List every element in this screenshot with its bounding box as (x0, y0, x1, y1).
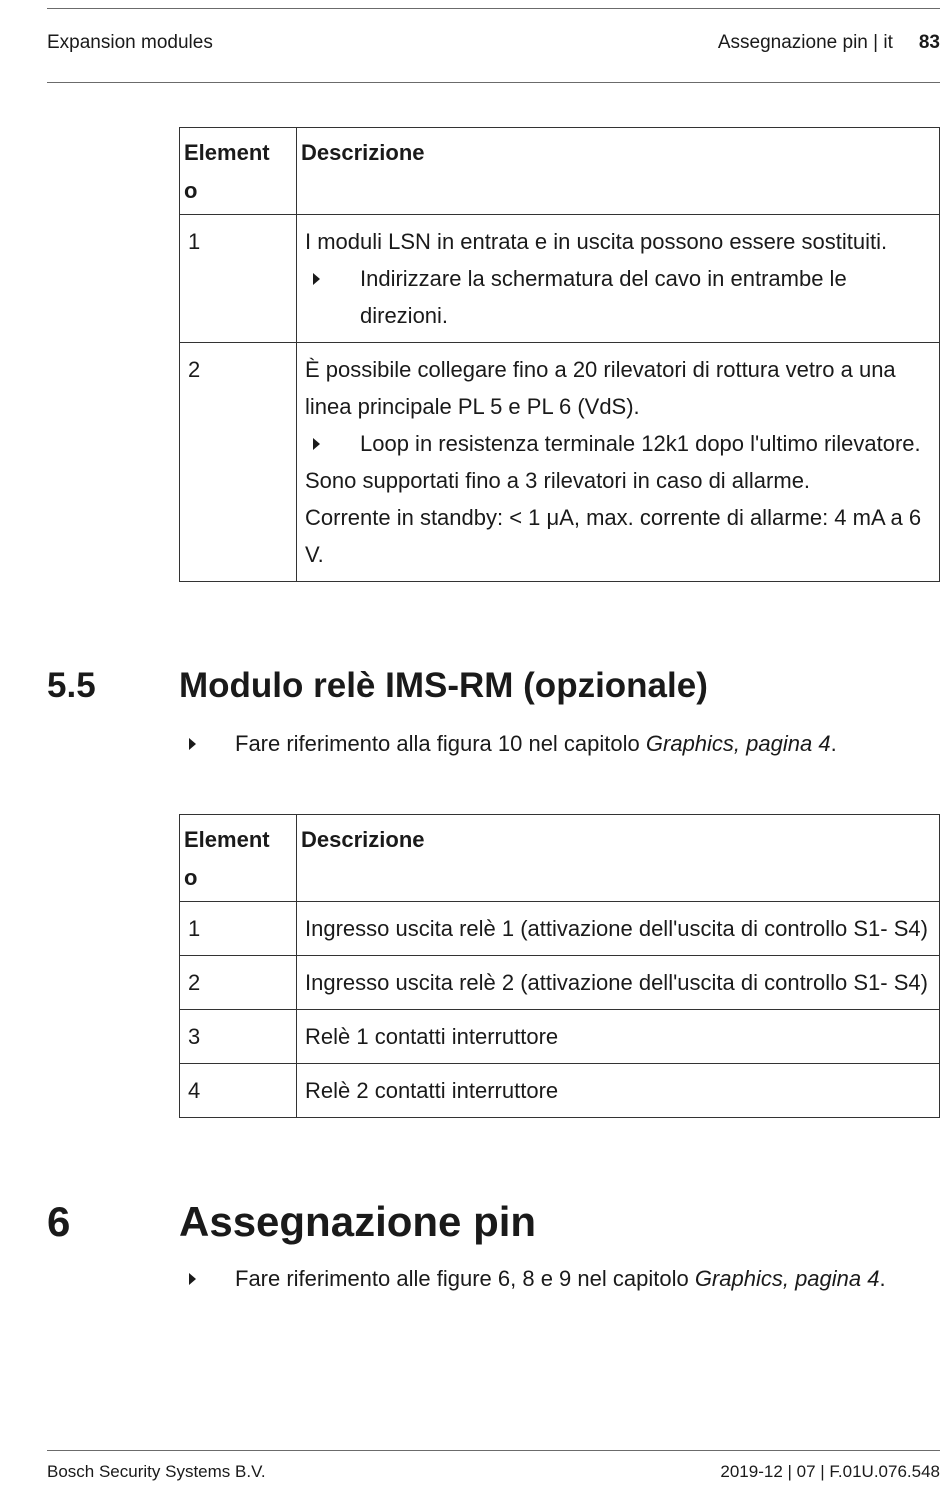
instruction-text: Fare riferimento alla figura 10 nel capitolo (235, 731, 646, 756)
col-header-element: Element o (180, 128, 297, 215)
description-note: Sono supportati fino a 3 rilevatori in caso di allarme. (305, 468, 811, 493)
chapter-number: 6 (47, 1198, 71, 1245)
section-number: 5.5 (47, 666, 96, 705)
footer-document-id: 2019-12 | 07 | F.01U.076.548 (720, 1462, 940, 1481)
instruction-end: . (879, 1266, 886, 1291)
element-number: 2 (180, 956, 297, 1010)
element-description: Ingresso uscita relè 2 (attivazione dell'uscita di controllo S1- S4) (297, 956, 940, 1010)
element-description: Relè 2 contatti interruttore (297, 1064, 940, 1118)
chapter-title: Assegnazione pin (179, 1198, 537, 1245)
table-header-row (180, 128, 940, 215)
table-row (180, 215, 940, 343)
triangle-bullet-icon (189, 1273, 196, 1285)
instruction-end: . (830, 731, 837, 756)
description-note: Corrente in standby: < 1 μA, max. corrente di allarme: 4 mA a 6 V. (305, 505, 922, 567)
instruction-paragraph (235, 725, 935, 762)
header-right (718, 32, 940, 54)
element-number: 1 (180, 215, 297, 343)
table-header-row (180, 815, 940, 902)
description-text: I moduli LSN in entrata e in uscita possono essere sostituiti. (305, 229, 888, 254)
section-title: Modulo relè IMS-RM (opzionale) (179, 666, 708, 705)
col-header-description: Descrizione (297, 128, 940, 215)
element-description: Relè 1 contatti interruttore (297, 1010, 940, 1064)
instruction-step (305, 260, 931, 334)
element-number: 1 (180, 902, 297, 956)
element-number: 3 (180, 1010, 297, 1064)
instruction-step-text: Loop in resistenza terminale 12k1 dopo l'ultimo rilevatore. (360, 431, 921, 456)
table-row (180, 902, 940, 956)
element-description: Ingresso uscita relè 1 (attivazione dell'uscita di controllo S1- S4) (297, 902, 940, 956)
description-text: È possibile collegare fino a 20 rilevatori di rottura vetro a una linea principale PL 5 e PL 6 (VdS). (305, 357, 896, 419)
col-header-element: Element o (180, 815, 297, 902)
table-row (180, 956, 940, 1010)
element-table-1 (179, 127, 940, 582)
header-chapter: Assegnazione pin | it (717, 32, 893, 53)
header-section: Expansion modules (47, 32, 213, 53)
instruction-text: Fare riferimento alle figure 6, 8 e 9 nel capitolo (235, 1266, 695, 1291)
element-description (297, 343, 940, 582)
triangle-bullet-icon (189, 738, 196, 750)
table-row (180, 343, 940, 582)
header-bottom-rule (47, 82, 940, 83)
triangle-bullet-icon (313, 273, 320, 285)
element-description (297, 215, 940, 343)
triangle-bullet-icon (313, 438, 320, 450)
element-number: 4 (180, 1064, 297, 1118)
cross-reference-link[interactable]: Graphics, pagina 4 (694, 1266, 880, 1291)
element-number: 2 (180, 343, 297, 582)
instruction-step (305, 425, 931, 462)
table-row (180, 1010, 940, 1064)
element-table-2 (179, 814, 940, 1118)
header-top-rule (47, 8, 940, 9)
instruction-step-text: Indirizzare la schermatura del cavo in entrambe le direzioni. (360, 266, 847, 328)
page-number: 83 (918, 32, 940, 53)
page-header (47, 32, 940, 60)
table-row (180, 1064, 940, 1118)
cross-reference-link[interactable]: Graphics, pagina 4 (645, 731, 831, 756)
footer-rule (47, 1450, 940, 1451)
footer-company: Bosch Security Systems B.V. (47, 1462, 266, 1481)
instruction-paragraph (235, 1260, 935, 1297)
page-footer (47, 1462, 940, 1486)
col-header-description: Descrizione (297, 815, 940, 902)
